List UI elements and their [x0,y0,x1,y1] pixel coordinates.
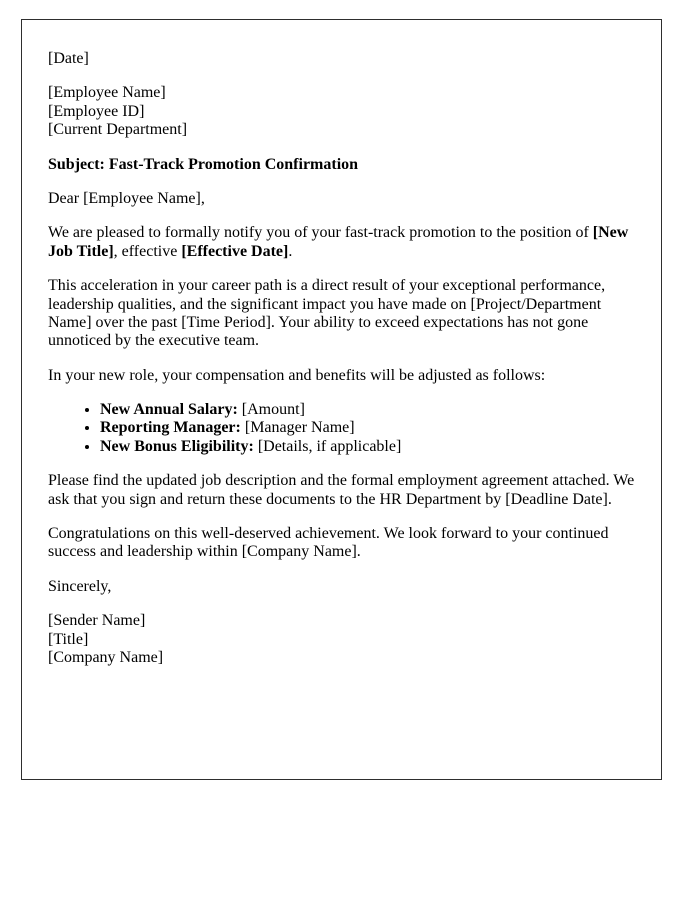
intro-text-2: , effective [113,242,182,260]
closing: Sincerely, [48,577,112,595]
sender-name: [Sender Name] [48,612,146,630]
recipient-department: [Current Department] [48,121,188,139]
new-job-title-placeholder: [New Job Title] [48,224,629,260]
sender-company: [Company Name] [48,648,164,666]
signature-block [48,612,636,667]
recipient-name: [Employee Name] [48,84,166,102]
benefit-value-salary: [Amount] [237,401,305,419]
benefit-value-bonus: [Details, if applicable] [253,437,402,455]
congratulations-paragraph: Congratulations on this well-deserved achievement. We look forward to your continued success and leadership within [Company Name]. [48,525,609,561]
benefit-item-manager [100,419,636,437]
intro-text-1: We are pleased to formally notify you of your fast-track promotion to the position of [48,224,593,242]
intro-paragraph [48,224,636,261]
subject-line: Subject: Fast-Track Promotion Confirmation [48,155,359,173]
intro-text-3: . [288,242,293,260]
benefit-label-manager: Reporting Manager: [100,419,241,437]
recipient-block [48,84,636,139]
benefit-value-manager: [Manager Name] [240,419,355,437]
documents-paragraph: Please find the updated job description and the formal employment agreement attached. We ask that you sign and return these documents to the HR Department by [Deadline Date]. [48,472,635,508]
date-line: [Date] [48,50,89,67]
letter-page [21,19,662,780]
benefits-list [48,401,636,456]
sender-title: [Title] [48,630,89,648]
compensation-intro: In your new role, your compensation and benefits will be adjusted as follows: [48,366,546,384]
recipient-id: [Employee ID] [48,102,145,120]
performance-paragraph: This acceleration in your career path is a direct result of your exceptional performance, leadership qualities, and the significant impact you have made on [Project/Department Name] over the past [Time Period]. Your ability to exceed expectations has not gone unnoticed by the executive team. [48,277,606,350]
benefit-label-bonus: New Bonus Eligibility: [100,437,254,455]
benefit-item-salary [100,401,636,419]
benefit-item-bonus [100,438,636,456]
effective-date-placeholder: [Effective Date] [181,242,289,260]
salutation: Dear [Employee Name], [48,189,205,207]
benefit-label-salary: New Annual Salary: [100,401,238,419]
